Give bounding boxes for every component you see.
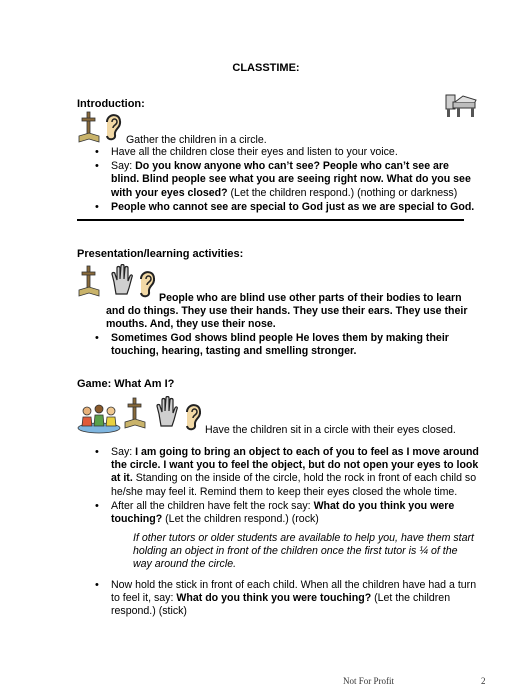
presentation-list	[91, 332, 476, 359]
intro-bullet-3: People who cannot see are special to God just as we are special to God.	[111, 200, 475, 213]
cross-bible-icon	[124, 396, 146, 433]
page-number: 2	[481, 676, 486, 686]
intro-bullet-2-note: (Let the children respond.) (nothing or darkness)	[227, 186, 458, 199]
list-item	[91, 201, 476, 214]
intro-lead: Gather the children in a circle.	[126, 134, 267, 146]
children-icon	[77, 400, 121, 437]
list-item	[91, 160, 476, 200]
game-bullet-1-bold: I am going to bring an object to each of you to feel as I move around the circle. I want you to feel the object, but do not open your eyes to look at it.	[111, 446, 479, 485]
presentation-heading: Presentation/learning activities:	[77, 248, 244, 260]
intro-bullet-2-bold: Do you know anyone who can’t see? People who can’t see are blind. Blind people see what you are seeing right now. What do you see with your eyes closed?	[111, 160, 471, 199]
list-item	[91, 146, 476, 159]
divider	[77, 219, 464, 221]
game-bullet-2-text: After all the children have felt the rock say:	[111, 499, 314, 512]
tutor-note: If other tutors or older students are available to help you, have them start holding an object in front of the children once the first tutor is ¼ of the way around the circle.	[133, 532, 474, 571]
say-prefix: Say:	[111, 446, 136, 458]
say-prefix: Say:	[111, 160, 136, 173]
presentation-lead: People who are blind use other parts of their bodies to learn and do things. They use their hands. They use their ears. They use their mouths. And, they use their nose.	[106, 292, 468, 331]
presentation-bullet-1: Sometimes God shows blind people He loves them by making their touching, hearing, tasting and smelling stronger.	[111, 332, 449, 358]
game-lead: Have the children sit in a circle with their eyes closed.	[205, 424, 456, 436]
footer-text: Not For Profit	[343, 676, 395, 686]
list-item	[91, 446, 484, 499]
game-bullet-2-bold: What do you think you were touching?	[111, 499, 455, 526]
intro-heading: Introduction:	[77, 98, 145, 110]
ear-icon	[183, 400, 203, 435]
intro-bullet-1: Have all the children close their eyes and listen to your voice.	[111, 146, 398, 158]
hand-icon	[155, 396, 179, 431]
game-list	[91, 446, 484, 527]
game-bullet-3-bold: What do you think you were touching?	[176, 592, 372, 605]
list-item	[91, 500, 484, 526]
intro-list	[91, 146, 476, 215]
game-bullet-3-text: Now hold the stick in front of each child. When all the children have had a turn to feel it, say:	[111, 579, 477, 605]
cross-bible-icon	[78, 110, 100, 147]
game-bullet-1-text: Standing on the inside of the circle, hold the rock in front of each child so he/she may feel it. Remind them to keep their eyes closed the whole time.	[111, 472, 477, 498]
chair-icon	[443, 92, 479, 121]
game-bullet-2-note: (Let the children respond.) (rock)	[162, 513, 319, 526]
list-item	[91, 332, 476, 358]
ear-icon	[103, 110, 123, 145]
game-heading: Game: What Am I?	[77, 378, 175, 390]
game-bullet-3-note: (Let the children respond.) (stick)	[111, 592, 451, 618]
game-list-2	[91, 579, 484, 620]
list-item	[91, 579, 484, 619]
page-title: CLASSTIME:	[232, 62, 300, 74]
cross-bible-icon	[78, 264, 100, 301]
